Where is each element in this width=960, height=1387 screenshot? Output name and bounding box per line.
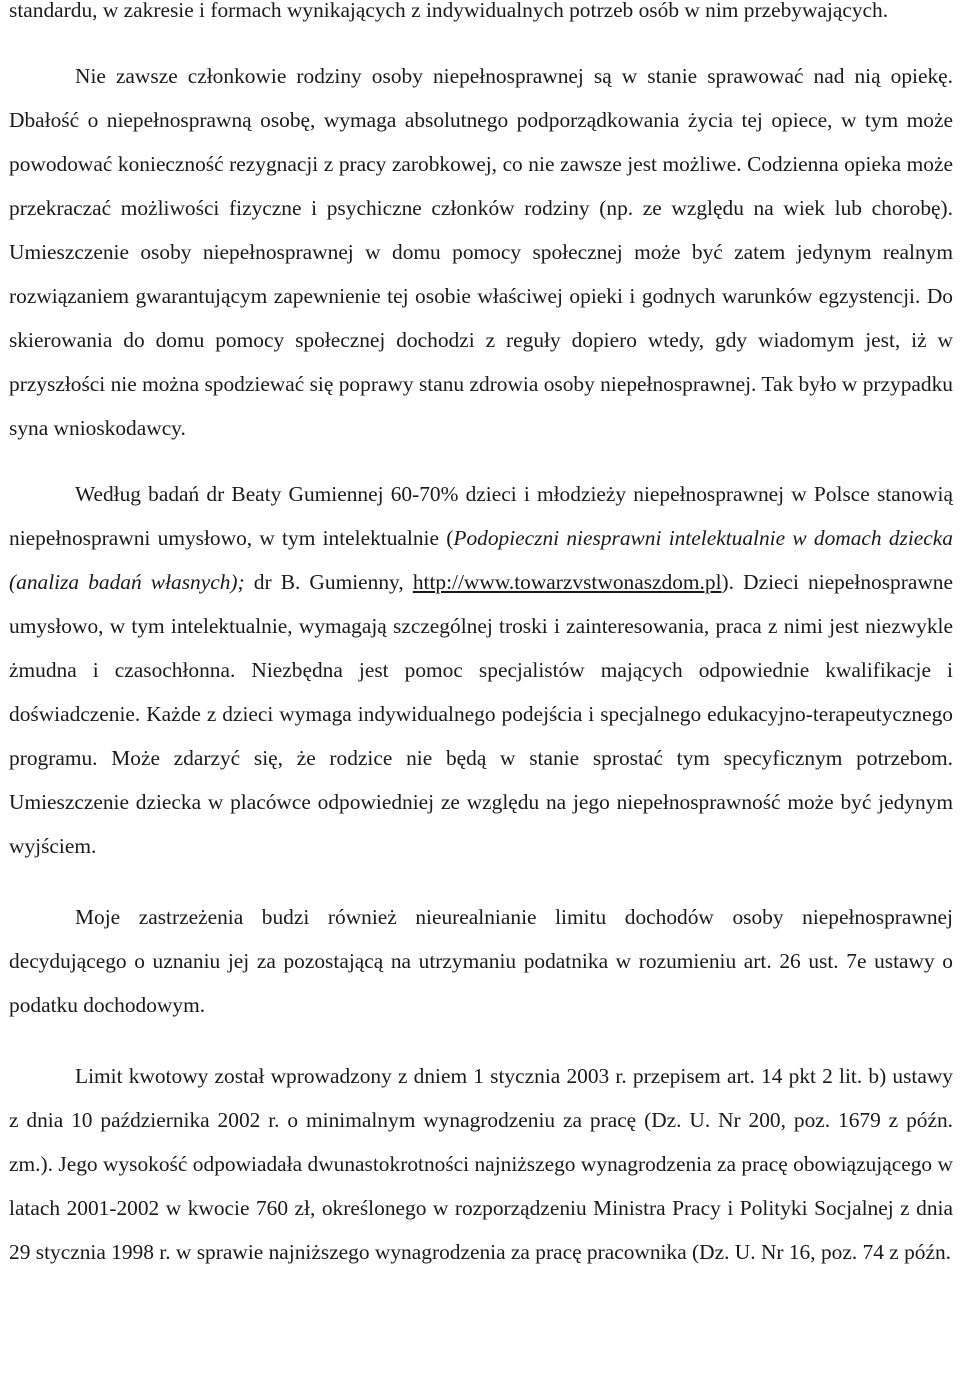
- paragraph-continuation: standardu, w zakresie i formach wynikających z indywidualnych potrzeb osób w nim przebywających.: [9, 0, 889, 22]
- paragraph-limit: Limit kwotowy został wprowadzony z dniem 1 stycznia 2003 r. przepisem art. 14 pkt 2 lit. b) ustawy z dnia 10 października 2002 r. o minimalnym wynagrodzeniu za pracę (Dz. U. Nr 200, poz. 1679 z późn. zm.). Jego wysokość odpowiadała dwunastokrotności najniższego wynagrodzenia za pracę obowiązującego w latach 2001-2002 w kwocie 760 zł, określonego w rozporządzeniu Ministra Pracy i Polityki Socjalnej z dnia 29 stycznia 1998 r. w sprawie najniższego wynagrodzenia za pracę pracownika (Dz. U. Nr 16, poz. 74 z późn.: [9, 1064, 953, 1264]
- research-text-before: Według badań dr Beaty Gumiennej 60-70% dzieci i młodzieży niepełnosprawnej w Polsce stanowią niepełnosprawni umysłowo, w tym intelektualnie (: [9, 482, 953, 550]
- paragraph-family-care: Nie zawsze członkowie rodziny osoby niepełnosprawnej są w stanie sprawować nad nią opiekę. Dbałość o niepełnosprawną osobę, wymaga absolutnego podporządkowania życia tej opiece, w tym może powodować konieczność rezygnacji z pracy zarobkowej, co nie zawsze jest możliwe. Codzienna opieka może przekraczać możliwości fizyczne i psychiczne członków rodziny (np. ze względu na wiek lub chorobę). Umieszczenie osoby niepełnosprawnej w domu pomocy społecznej może być zatem jedynym realnym rozwiązaniem gwarantującym zapewnienie tej osobie właściwej opieki i godnych warunków egzystencji. Do skierowania do domu pomocy społecznej dochodzi z reguły dopiero wtedy, gdy wiadomym jest, iż w przyszłości nie można spodziewać się poprawy stanu zdrowia osoby niepełnosprawnej. Tak było w przypadku syna wnioskodawcy.: [9, 64, 953, 440]
- research-text-mid: dr B. Gumienny,: [244, 570, 413, 594]
- research-link[interactable]: http://www.towarzvstwonaszdom.pl: [412, 570, 722, 594]
- paragraph-research: [9, 472, 953, 868]
- research-citation-title: Podopieczni niesprawni intelektualnie w domach dziecka (analiza badań własnych);: [9, 526, 953, 594]
- paragraph-reservations: Moje zastrzeżenia budzi również nieurealnianie limitu dochodów osoby niepełnosprawnej decydującego o uznaniu jej za pozostającą na utrzymaniu podatnika w rozumieniu art. 26 ust. 7e ustawy o podatku dochodowym.: [9, 905, 953, 1017]
- research-text-after: ). Dzieci niepełnosprawne umysłowo, w tym intelektualnie, wymagają szczególnej troski i zainteresowania, praca z nimi jest niezwykle żmudna i czasochłonna. Niezbędna jest pomoc specjalistów mających odpowiednie kwalifikacje i doświadczenie. Każde z dzieci wymaga indywidualnego podejścia i specjalnego edukacyjno-terapeutycznego programu. Może zdarzyć się, że rodzice nie będą w stanie sprostać tym specyficznym potrzebom. Umieszczenie dziecka w placówce odpowiedniej ze względu na jego niepełnosprawność może być jedynym wyjściem.: [9, 570, 953, 858]
